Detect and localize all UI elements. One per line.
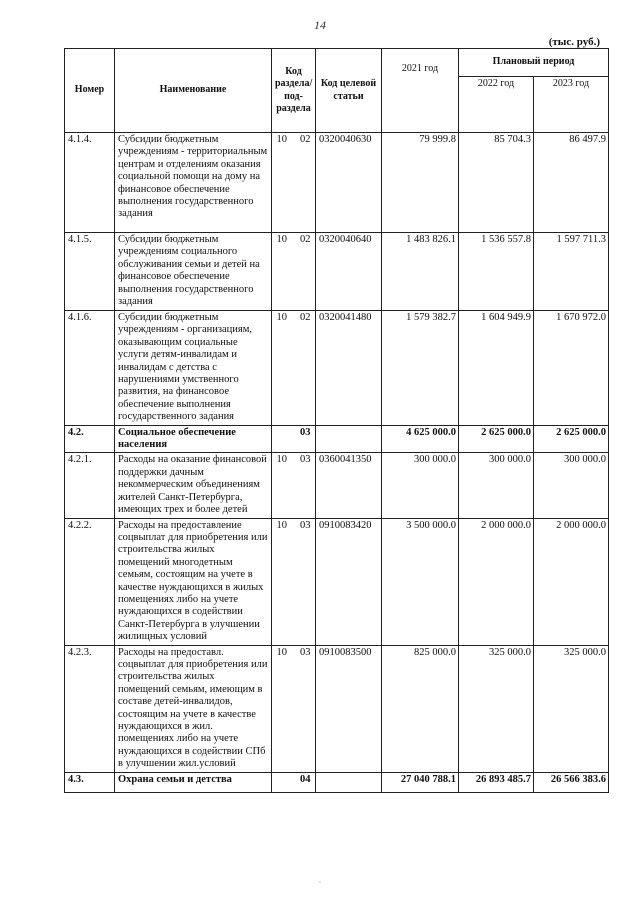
row-2023-value: 1 597 711.3	[534, 233, 609, 311]
row-2021-value: 1 579 382.7	[382, 311, 459, 426]
row-target-code: 0320040640	[316, 233, 382, 311]
col-target-code-header: Код целевой статьи	[316, 49, 382, 133]
row-2022-value: 1 604 949.9	[459, 311, 534, 426]
col-section-code-header: Код раздела/ под- раздела	[272, 49, 316, 133]
row-number: 4.1.5.	[65, 233, 115, 311]
table-header	[65, 49, 609, 133]
row-section: 10	[276, 312, 287, 323]
row-target-code	[316, 772, 382, 792]
row-subsection: 03	[300, 454, 311, 466]
table-body	[65, 133, 609, 793]
col-2021-header: 2021 год	[382, 49, 459, 133]
row-2022-value: 85 704.3	[459, 133, 534, 233]
row-2021-value: 79 999.8	[382, 133, 459, 233]
planning-period-header: Плановый период	[459, 49, 609, 77]
table-row	[65, 425, 609, 453]
table-row	[65, 311, 609, 426]
col-number-header: Номер	[65, 49, 115, 133]
row-section-code	[272, 645, 316, 772]
row-subsection: 03	[300, 646, 311, 658]
col-name-header: Наименование	[115, 49, 272, 133]
row-name: Субсидии бюджетным учреждениям социального обслуживания семьи и детей на финансовое обеспечение выполнения государственного задания	[115, 233, 272, 311]
row-section: 10	[276, 646, 287, 658]
row-section-code	[272, 133, 316, 233]
row-target-code: 0320040630	[316, 133, 382, 233]
row-section-code	[272, 772, 316, 792]
row-2022-value: 2 625 000.0	[459, 425, 534, 453]
row-target-code: 0360041350	[316, 453, 382, 518]
row-number: 4.2.	[65, 425, 115, 453]
row-subsection: 02	[300, 312, 311, 323]
units-label: (тыс. руб.)	[548, 36, 600, 48]
row-subsection: 03	[300, 519, 311, 531]
row-number: 4.2.1.	[65, 453, 115, 518]
row-section: 10	[276, 519, 287, 531]
row-number: 4.1.6.	[65, 311, 115, 426]
row-section-code	[272, 518, 316, 645]
row-section: 10	[276, 234, 287, 245]
table-row	[65, 518, 609, 645]
row-2023-value: 26 566 383.6	[534, 772, 609, 792]
row-target-code: 0910083420	[316, 518, 382, 645]
row-2022-value: 26 893 485.7	[459, 772, 534, 792]
row-2021-value: 4 625 000.0	[382, 425, 459, 453]
table-row	[65, 133, 609, 233]
row-2022-value: 1 536 557.8	[459, 233, 534, 311]
row-name: Расходы на предоставл. соцвыплат для приобретения или строительства жилых помещений семьям, имеющим в составе детей-инвалидов, состоящим на учете в качестве нуждающихся в жил. помещениях либо на учете нуждающихся в содействии СПб в улучшении жил.условий	[115, 645, 272, 772]
row-name: Субсидии бюджетным учреждениям - организациям, оказывающим социальные услуги детям-инвалидам и инвалидам с детства с нарушениями умственного развития, на финансовое обеспечение выполнения государственного задания	[115, 311, 272, 426]
row-2021-value: 300 000.0	[382, 453, 459, 518]
row-name: Расходы на оказание финансовой поддержки дачным некоммерческим объединениям жителей Санкт-Петербурга, имеющих трех и более детей	[115, 453, 272, 518]
row-2023-value: 300 000.0	[534, 453, 609, 518]
row-name: Субсидии бюджетным учреждениям - территориальным центрам и отделениям оказания социальной помощи на дому на финансовое обеспечение выполнения государственного задания	[115, 133, 272, 233]
page-footer-mark: ·	[318, 878, 322, 887]
row-target-code: 0910083500	[316, 645, 382, 772]
row-2023-value: 2 000 000.0	[534, 518, 609, 645]
row-2023-value: 325 000.0	[534, 645, 609, 772]
row-2023-value: 2 625 000.0	[534, 425, 609, 453]
table-row	[65, 233, 609, 311]
table-row	[65, 645, 609, 772]
row-2021-value: 3 500 000.0	[382, 518, 459, 645]
row-subsection: 04	[300, 773, 311, 785]
row-number: 4.2.3.	[65, 645, 115, 772]
col-2022-header: 2022 год	[459, 77, 534, 133]
row-section-code	[272, 425, 316, 453]
budget-table	[64, 48, 609, 793]
row-2022-value: 300 000.0	[459, 453, 534, 518]
row-target-code	[316, 425, 382, 453]
table-row	[65, 453, 609, 518]
row-number: 4.2.2.	[65, 518, 115, 645]
row-name: Социальное обеспечение населения	[115, 425, 272, 453]
row-name: Расходы на предоставление соцвыплат для приобретения или строительства жилых помещений многодетным семьям, состоящим на учете в качестве нуждающихся в жилых помещениях либо на учете нуждающихся в содействии Санкт-Петербурга в улучшении жилищных условий	[115, 518, 272, 645]
row-2022-value: 2 000 000.0	[459, 518, 534, 645]
row-section: 10	[276, 454, 287, 466]
col-2023-header: 2023 год	[534, 77, 609, 133]
row-2021-value: 27 040 788.1	[382, 772, 459, 792]
page-number: 14	[314, 18, 326, 32]
row-section: 10	[276, 134, 287, 145]
row-section-code	[272, 311, 316, 426]
row-number: 4.3.	[65, 772, 115, 792]
row-subsection: 02	[300, 134, 311, 145]
row-name: Охрана семьи и детства	[115, 772, 272, 792]
row-2023-value: 1 670 972.0	[534, 311, 609, 426]
row-2021-value: 1 483 826.1	[382, 233, 459, 311]
row-subsection: 03	[300, 426, 311, 438]
row-2022-value: 325 000.0	[459, 645, 534, 772]
row-section-code	[272, 453, 316, 518]
row-number: 4.1.4.	[65, 133, 115, 233]
row-2021-value: 825 000.0	[382, 645, 459, 772]
row-2023-value: 86 497.9	[534, 133, 609, 233]
row-subsection: 02	[300, 234, 311, 245]
row-target-code: 0320041480	[316, 311, 382, 426]
row-section-code	[272, 233, 316, 311]
table-row	[65, 772, 609, 792]
